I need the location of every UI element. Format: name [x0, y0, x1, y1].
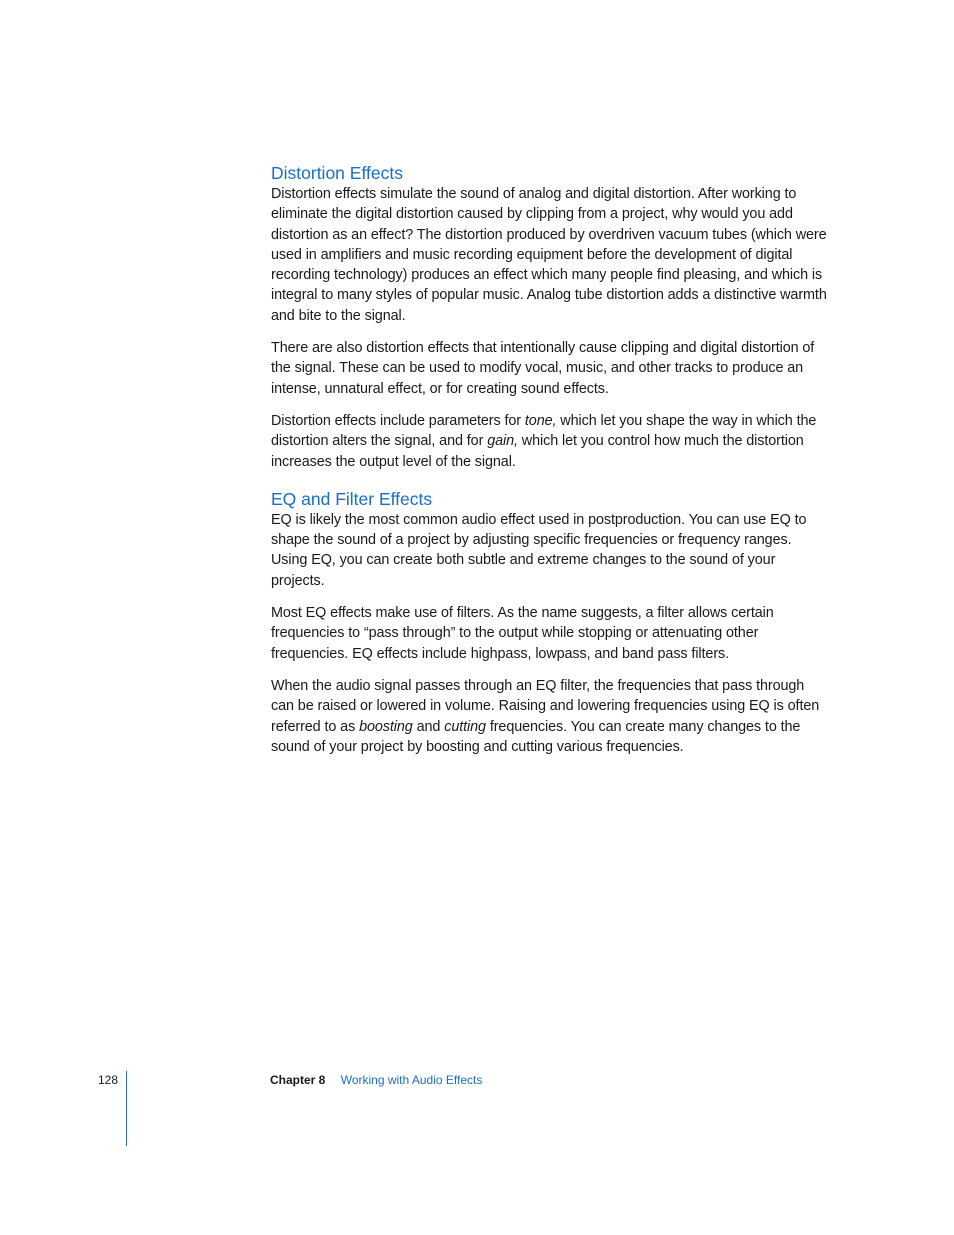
- section-heading: Distortion Effects: [271, 163, 403, 183]
- page-body: [271, 162, 827, 769]
- footer-divider: [126, 1071, 127, 1146]
- body-paragraph: Distortion effects simulate the sound of analog and digital distortion. After working to eliminate the digital distortion caused by clipping from a project, why would you add distortion as an effect? The distortion produced by overdriven vacuum tubes (which were used in amplifiers and music recording equipment before the development of digital recording technology) produces an effect which many people find pleasing, and which is integral to many styles of popular music. Analog tube distortion adds a distinctive warmth and bite to the signal.: [271, 186, 827, 324]
- body-paragraph: Most EQ effects make use of filters. As the name suggests, a filter allows certain frequencies to “pass through” to the output while stopping or attenuating other frequencies. EQ effects include highpass, lowpass, and band pass filters.: [271, 605, 774, 662]
- body-paragraph: There are also distortion effects that intentionally cause clipping and digital distortion of the signal. These can be used to modify vocal, music, and other tracks to produce an intense, unnatural effect, or for creating sound effects.: [271, 340, 815, 397]
- chapter-reference: [270, 1073, 482, 1087]
- body-paragraph: Distortion effects include parameters for tone, which let you shape the way in which the distortion alters the signal, and for gain, which let you control how much the distortion increases the output level of the signal.: [271, 412, 817, 470]
- body-paragraph: When the audio signal passes through an EQ filter, the frequencies that pass through can be raised or lowered in volume. Raising and lowering frequencies using EQ is often referred to as boosting and cutting frequencies. You can create many changes to the sound of your project by boosting and cutting various frequencies.: [271, 677, 820, 755]
- emphasis-term: cutting: [444, 718, 486, 735]
- distortion-effects-section: [271, 162, 827, 472]
- body-paragraph: EQ is likely the most common audio effect used in postproduction. You can use EQ to shape the sound of a project by adjusting specific frequencies or frequency ranges. Using EQ, you can create both subtle and extreme changes to the sound of your projects.: [271, 511, 807, 589]
- emphasis-term: tone,: [524, 412, 557, 429]
- emphasis-term: gain,: [487, 433, 518, 450]
- section-heading: EQ and Filter Effects: [271, 488, 433, 509]
- chapter-title-link[interactable]: Working with Audio Effects: [340, 1073, 483, 1087]
- emphasis-term: boosting: [359, 718, 413, 735]
- page-number: 128: [98, 1073, 119, 1087]
- eq-filter-effects-section: [271, 488, 827, 757]
- chapter-label: Chapter 8: [270, 1073, 326, 1087]
